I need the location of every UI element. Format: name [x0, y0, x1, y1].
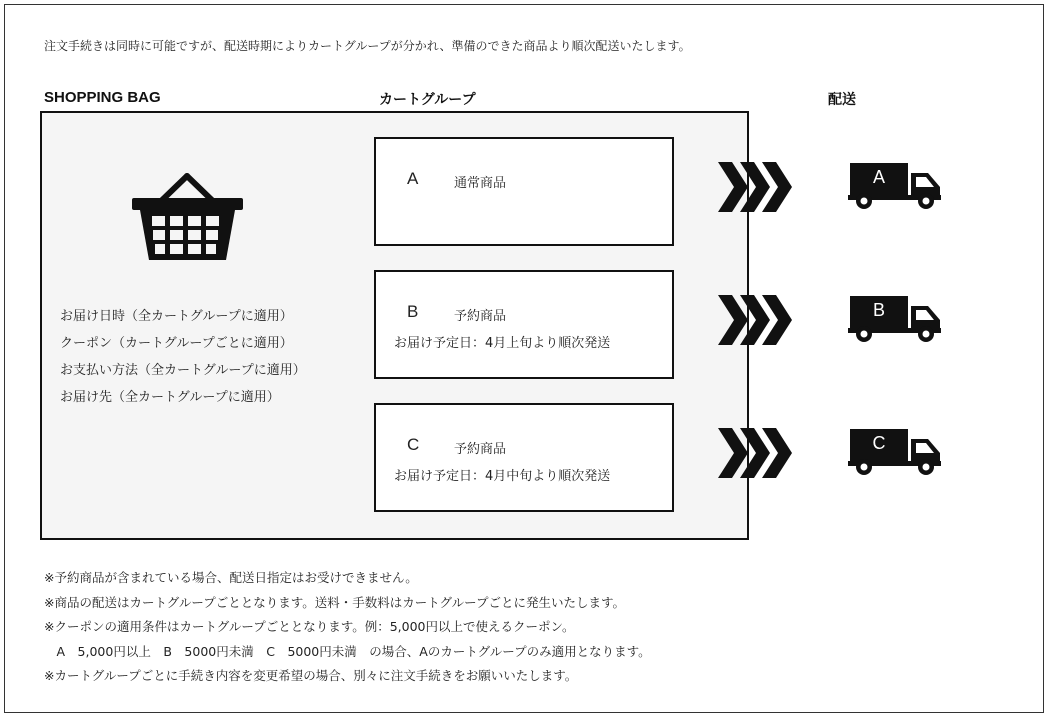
- note-item: ※クーポンの適用条件はカートグループごととなります。例：5,000円以上で使えるクーポン。: [44, 619, 575, 634]
- heading-shipping: 配送: [828, 92, 856, 108]
- cart-group-b: [374, 270, 674, 379]
- delivery-truck-icon: [848, 161, 944, 211]
- list-item: お支払い方法（全カートグループに適用）: [60, 363, 306, 378]
- delivery-truck-icon: [848, 294, 944, 344]
- shopping-basket-icon: [130, 172, 245, 262]
- notes-list: [44, 566, 651, 689]
- truck-letter: C: [872, 433, 886, 453]
- heading-shopping-bag: SHOPPING BAG: [44, 89, 161, 106]
- group-letter: C: [407, 435, 420, 454]
- group-note: お届け予定日：4月上旬より順次発送: [394, 336, 611, 351]
- cart-group-a: [374, 137, 674, 246]
- triple-chevron-right-icon: [718, 428, 794, 478]
- note-item: ※カートグループごとに手続き内容を変更希望の場合、別々に注文手続きをお願いいたします。: [44, 668, 578, 683]
- group-label: 予約商品: [454, 309, 507, 324]
- group-letter: A: [407, 169, 419, 188]
- triple-chevron-right-icon: [718, 295, 794, 345]
- cart-group-c: [374, 403, 674, 512]
- heading-cart-group: カートグループ: [379, 92, 476, 108]
- bag-settings-list: [60, 303, 306, 411]
- list-item: お届け日時（全カートグループに適用）: [60, 309, 293, 324]
- intro-text: 注文手続きは同時に可能ですが、配送時期によりカートグループが分かれ、準備のできた商品より順次配送いたします。: [44, 39, 691, 53]
- group-letter: B: [407, 302, 419, 321]
- list-item: お届け先（全カートグループに適用）: [60, 390, 280, 405]
- note-item: A 5,000円以上 B 5000円未満 C 5000円未満 の場合、Aのカートグループのみ適用となります。: [44, 643, 651, 659]
- truck-letter: B: [872, 300, 886, 320]
- delivery-truck-icon: [848, 427, 944, 477]
- list-item: クーポン（カートグループごとに適用）: [60, 336, 293, 351]
- note-item: ※商品の配送はカートグループごととなります。送料・手数料はカートグループごとに発生いたします。: [44, 594, 625, 610]
- note-item: ※予約商品が含まれている場合、配送日指定はお受けできません。: [44, 570, 418, 585]
- group-note: お届け予定日：4月中旬より順次発送: [394, 469, 611, 484]
- group-label: 予約商品: [454, 442, 507, 457]
- triple-chevron-right-icon: [718, 162, 794, 212]
- group-label: 通常商品: [454, 176, 507, 191]
- truck-letter: A: [872, 167, 886, 187]
